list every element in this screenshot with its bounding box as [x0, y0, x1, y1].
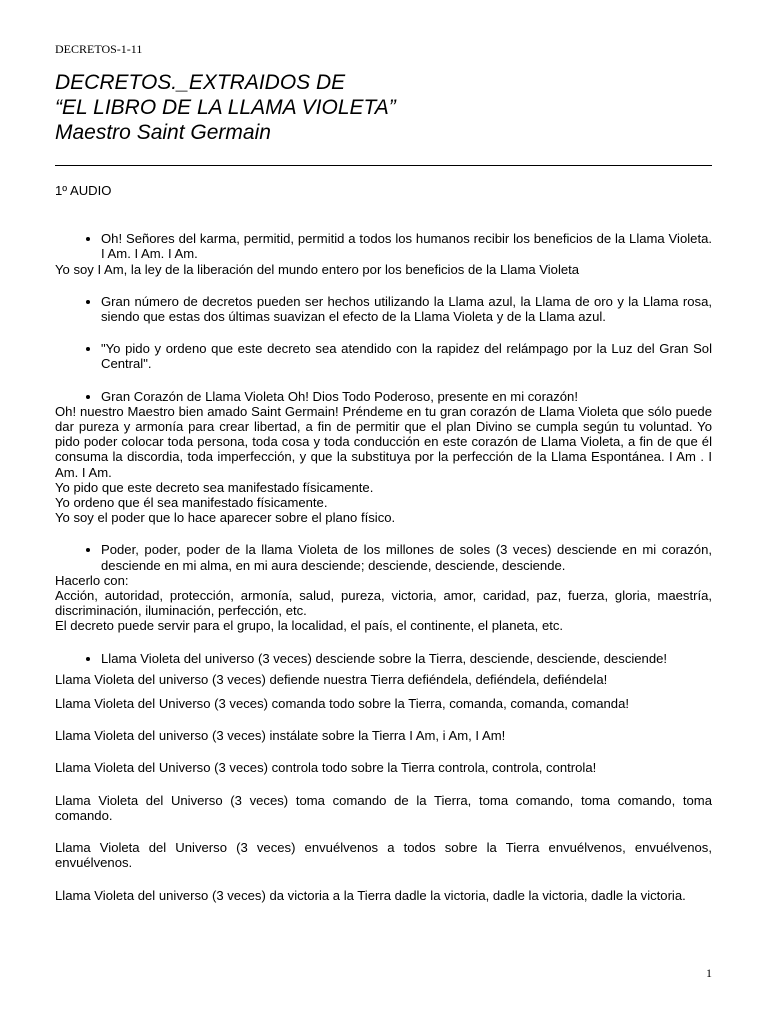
paragraph: Llama Violeta del universo (3 veces) defiende nuestra Tierra defiéndela, defiéndela, defiéndela!	[55, 671, 608, 687]
title-line-3: Maestro Saint Germain	[55, 121, 271, 144]
page-number: 1	[706, 966, 712, 980]
running-header: DECRETOS-1-11	[55, 42, 143, 56]
section-label: 1º AUDIO	[55, 183, 112, 198]
paragraph: Llama Violeta del Universo (3 veces) controla todo sobre la Tierra controla, controla, controla!	[55, 760, 597, 776]
bullet-item: • Gran Corazón de Llama Violeta Oh! Dios Todo Poderoso, presente en mi corazón!	[101, 389, 712, 404]
paragraph: Llama Violeta del Universo (3 veces) toma comando de la Tierra, toma comando, toma comando, toma comando.	[55, 792, 712, 823]
paragraph: Hacerlo con:	[55, 572, 129, 588]
paragraph: Yo ordeno que él sea manifestado físicamente.	[55, 495, 328, 511]
title-divider	[55, 165, 712, 166]
title-line-1: DECRETOS._EXTRAIDOS DE	[55, 71, 346, 94]
paragraph: Yo pido que este decreto sea manifestado físicamente.	[55, 479, 374, 495]
paragraph: El decreto puede servir para el grupo, la localidad, el país, el continente, el planeta, etc.	[55, 618, 564, 634]
bullet-list-4	[55, 389, 712, 404]
bullet-list-3	[55, 341, 712, 371]
bullet-list-5	[55, 542, 712, 572]
paragraph: Oh! nuestro Maestro bien amado Saint Germain! Préndeme en tu gran corazón de Llama Violeta que sólo puede dar pureza y armonía para crear libertad, a fin de permitir que el plan Divino se cumpla según tu voluntad. Yo pido poder colocar toda persona, toda cosa y toda conducción en este corazón de Llama Violeta, a fin de que él consuma la discordia, toda imperfección, y que la substituya por la perfección de la Llama Espontánea. I Am . I Am. I Am.	[55, 403, 712, 480]
bullet-item: • "Yo pido y ordeno que este decreto sea atendido con la rapidez del relámpago por la Luz del Gran Sol Central".	[101, 341, 712, 371]
document-title	[55, 70, 712, 145]
paragraph: Yo soy el poder que lo hace aparecer sobre el plano físico.	[55, 510, 396, 526]
bullet-item: • Oh! Señores del karma, permitid, permitid a todos los humanos recibir los beneficios de la Llama Violeta. I Am. I Am. I Am.	[101, 231, 712, 261]
paragraph: Acción, autoridad, protección, armonía, salud, pureza, victoria, amor, caridad, paz, fuerza, gloria, maestría, discriminación, iluminación, perfección, etc.	[55, 588, 712, 619]
bullet-item: • Llama Violeta del universo (3 veces) desciende sobre la Tierra, desciende, desciende, desciende!	[101, 651, 712, 666]
paragraph: Llama Violeta del universo (3 veces) da victoria a la Tierra dadle la victoria, dadle la victoria, dadle la victoria.	[55, 887, 686, 903]
bullet-list-6	[55, 651, 712, 666]
paragraph: Llama Violeta del universo (3 veces) instálate sobre la Tierra I Am, i Am, I Am!	[55, 728, 506, 744]
bullet-item: • Poder, poder, poder de la llama Violeta de los millones de soles (3 veces) desciende en mi corazón, desciende en mi alma, en mi aura desciende; desciende, desciende, desciende.	[101, 542, 712, 572]
paragraph: Llama Violeta del Universo (3 veces) envuélvenos a todos sobre la Tierra envuélvenos, envuélvenos, envuélvenos.	[55, 840, 712, 871]
paragraph: Llama Violeta del Universo (3 veces) comanda todo sobre la Tierra, comanda, comanda, comanda!	[55, 696, 630, 712]
paragraph: Yo soy I Am, la ley de la liberación del mundo entero por los beneficios de la Llama Violeta	[55, 261, 580, 277]
bullet-list-1	[55, 231, 712, 261]
title-line-2: “EL LIBRO DE LA LLAMA VIOLETA”	[55, 96, 396, 119]
bullet-list-2	[55, 294, 712, 324]
bullet-item: • Gran número de decretos pueden ser hechos utilizando la Llama azul, la Llama de oro y la Llama rosa, siendo que estas dos últimas suavizan el efecto de la Llama Violeta y de la Llama azul.	[101, 294, 712, 324]
